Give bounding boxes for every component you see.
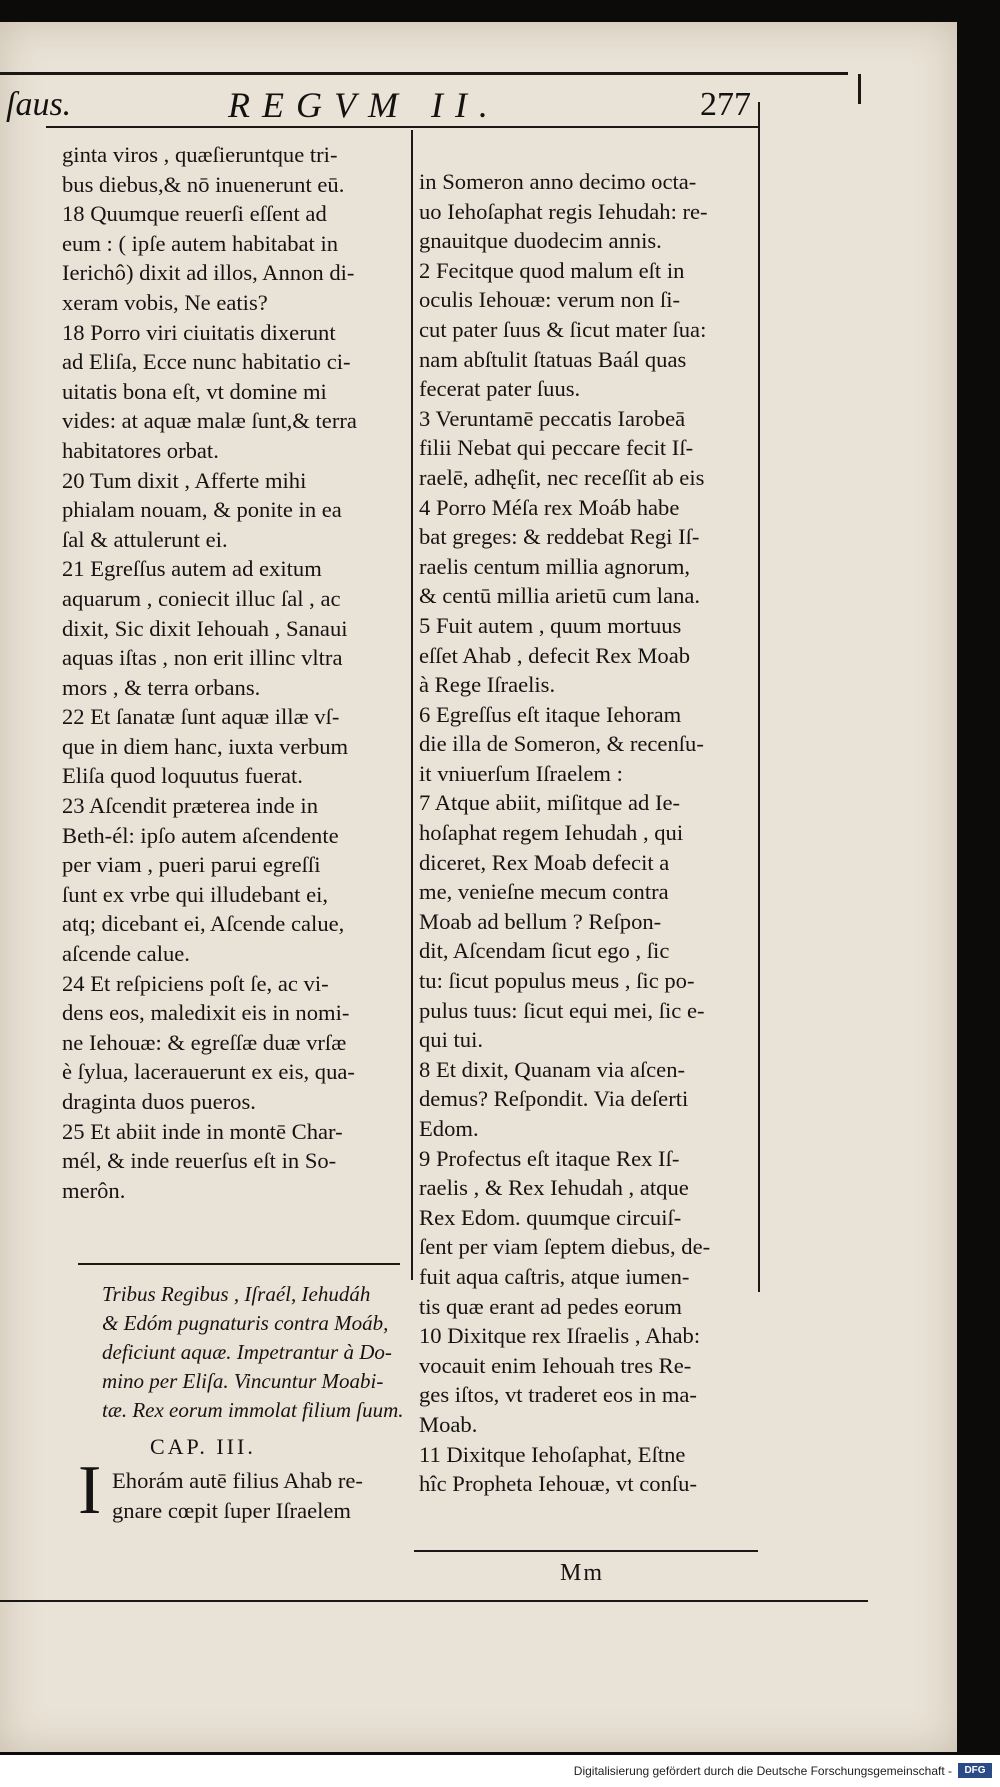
- text-line: qui tui.: [419, 1027, 484, 1053]
- text-line: raelē, adhęſit, nec receſſit ab eis: [419, 464, 705, 490]
- text-line: à Rege Iſraelis.: [419, 672, 556, 698]
- summary-line: tæ. Rex eorum immolat filium ſuum.: [102, 1398, 404, 1422]
- text-line: aquas iſtas , non erit illinc vltra: [62, 645, 343, 671]
- text-line: gnare cœpit ſuper Iſraelem: [112, 1497, 351, 1523]
- text-line: bat greges: & reddebat Regi Iſ-: [419, 524, 700, 550]
- text-line: cut pater ſuus & ſicut mater ſua:: [419, 316, 707, 342]
- text-line: demus? Reſpondit. Via deſerti: [419, 1086, 689, 1112]
- text-line: 10 Dixitque rex Iſraelis , Ahab:: [419, 1323, 701, 1349]
- text-line: merôn.: [62, 1177, 126, 1203]
- column-divider: [411, 130, 413, 1280]
- text-line: fuit aqua caſtris, atque iumen-: [419, 1263, 690, 1289]
- book-page: [0, 22, 957, 1752]
- text-line: dixit, Sic dixit Iehouah , Sanaui: [62, 615, 348, 641]
- summary-line: deficiunt aquæ. Impetrantur à Do-: [102, 1340, 392, 1364]
- text-line: per viam , pueri parui egreſſi: [62, 852, 321, 878]
- text-line: 18 Porro viri ciuitatis dixerunt: [62, 319, 336, 345]
- text-line: 20 Tum dixit , Afferte mihi: [62, 467, 307, 493]
- text-line: 21 Egreſſus autem ad exitum: [62, 556, 322, 582]
- text-line: atq; dicebant ei, Aſcende calue,: [62, 911, 345, 937]
- text-line: pulus tuus: ſicut equi mei, ſic e-: [419, 997, 705, 1023]
- text-line: gnauitque duodecim annis.: [419, 228, 662, 254]
- text-line: uo Iehoſaphat regis Iehudah: re-: [419, 198, 708, 224]
- text-line: hîc Propheta Iehouæ, vt conſu-: [419, 1471, 697, 1497]
- summary-line: Tribus Regibus , Iſraél, Iehudáh: [102, 1282, 371, 1306]
- text-line: mors , & terra orbans.: [62, 674, 261, 700]
- text-line: filii Nebat qui peccare fecit Iſ-: [419, 435, 694, 461]
- text-line: 5 Fuit autem , quum mortuus: [419, 612, 682, 638]
- summary-line: mino per Eliſa. Vincuntur Moabi-: [102, 1369, 384, 1393]
- text-line: diceret, Rex Moab defecit a: [419, 849, 670, 875]
- text-line: fecerat pater ſuus.: [419, 376, 581, 402]
- text-line: Beth-él: ipſo autem aſcendente: [62, 822, 339, 848]
- text-line: 3 Veruntamē peccatis Iarobeā: [419, 405, 686, 431]
- text-line: 2 Fecitque quod malum eſt in: [419, 257, 685, 283]
- text-line: bus diebus,& nō inuenerunt eū.: [62, 171, 345, 197]
- page-bottom-rule: [0, 1600, 868, 1602]
- running-title: REGVM II.: [228, 85, 500, 125]
- text-line: xeram vobis, Ne eatis?: [62, 289, 268, 315]
- right-margin-rule: [858, 74, 861, 104]
- text-line: oculis Iehouæ: verum non ſi-: [419, 287, 681, 313]
- text-line: 18 Quumque reuerſi eſſent ad: [62, 201, 327, 227]
- digitization-footer: [0, 1755, 1000, 1787]
- text-line: vides: at aquæ malæ ſunt,& terra: [62, 408, 357, 434]
- text-line: ginta viros , quæſieruntque tri-: [62, 142, 338, 167]
- text-line: vocauit enim Iehouah tres Re-: [419, 1352, 692, 1378]
- chapter-summary: [102, 1280, 407, 1425]
- text-line: Ehorám autē filius Ahab re-: [112, 1468, 363, 1493]
- drop-cap: I: [78, 1452, 102, 1529]
- text-line: eſſet Ahab , defecit Rex Moab: [419, 642, 691, 668]
- funding-note: Digitalisierung gefördert durch die Deutsche Forschungsgemeinschaft -: [573, 1764, 952, 1778]
- text-line: 7 Atque abiit, miſitque ad Ie-: [419, 790, 681, 816]
- text-line: 23 Aſcendit præterea inde in: [62, 793, 318, 819]
- text-line: ad Eliſa, Ecce nunc habitatio ci-: [62, 349, 351, 375]
- text-line: Moab.: [419, 1411, 478, 1437]
- chapter-opening: [112, 1466, 408, 1525]
- summary-rule: [78, 1263, 400, 1265]
- text-line: ges iſtos, vt traderet eos in ma-: [419, 1382, 697, 1408]
- text-line: draginta duos pueros.: [62, 1089, 256, 1114]
- text-line: Eliſa quod loquutus fuerat.: [62, 763, 303, 789]
- right-column: [419, 167, 754, 1499]
- text-line: ne Iehouæ: & egreſſæ duæ vrſæ: [62, 1029, 347, 1055]
- text-line: Ierichô) dixit ad illos, Annon di-: [62, 260, 355, 286]
- text-line: Rex Edom. quumque circuiſ-: [419, 1204, 682, 1230]
- chapter-heading: CAP. III.: [150, 1434, 256, 1459]
- text-line: raelis centum millia agnorum,: [419, 553, 691, 579]
- text-line: 9 Profectus eſt itaque Rex Iſ-: [419, 1145, 680, 1171]
- dfg-logo: DFG: [958, 1763, 992, 1778]
- text-line: 6 Egreſſus eſt itaque Iehoram: [419, 701, 682, 727]
- text-line: 22 Et ſanatæ ſunt aquæ illæ vſ-: [62, 704, 340, 730]
- text-line: uitatis bona eſt, vt domine mi: [62, 378, 327, 404]
- header-rule: [0, 72, 848, 75]
- text-line: die illa de Someron, & recenſu-: [419, 731, 704, 757]
- text-line: ſent per viam ſeptem diebus, de-: [419, 1234, 711, 1260]
- text-line: nam abſtulit ſtatuas Baál quas: [419, 346, 687, 372]
- text-line: Edom.: [419, 1116, 479, 1141]
- text-line: 8 Et dixit, Quanam via aſcen-: [419, 1056, 686, 1082]
- text-line: 11 Dixitque Iehoſaphat, Eſtne: [419, 1441, 686, 1467]
- text-line: 24 Et reſpiciens poſt ſe, ac vi-: [62, 970, 329, 996]
- text-line: raelis , & Rex Iehudah , atque: [419, 1175, 689, 1201]
- text-line: in Someron anno decimo octa-: [419, 169, 697, 194]
- text-line: it vniuerſum Iſraelem :: [419, 760, 623, 786]
- text-line: habitatores orbat.: [62, 437, 219, 463]
- text-line: tis quæ erant ad pedes eorum: [419, 1293, 682, 1319]
- text-line: tu: ſicut populus meus , ſic po-: [419, 968, 695, 994]
- text-line: 4 Porro Méſa rex Moáb habe: [419, 494, 680, 520]
- text-line: me, venieſne mecum contra: [419, 879, 669, 905]
- text-line: ſal & attulerunt ei.: [62, 526, 228, 552]
- text-line: hoſaphat regem Iehudah , qui: [419, 820, 684, 846]
- bottom-rule: [414, 1550, 758, 1552]
- left-column: [62, 140, 405, 1205]
- text-line: aſcende calue.: [62, 941, 190, 967]
- page-number: 277: [700, 86, 751, 123]
- text-line: 25 Et abiit inde in montē Char-: [62, 1118, 343, 1144]
- top-rule: [46, 126, 760, 128]
- summary-line: & Edóm pugnaturis contra Moáb,: [102, 1311, 389, 1335]
- signature-mark: Mm: [560, 1560, 605, 1586]
- header-left-fragment: ſaus.: [6, 86, 72, 123]
- text-line: eum : ( ipſe autem habitabat in: [62, 230, 339, 256]
- text-line: è ſylua, lacerauerunt ex eis, qua-: [62, 1059, 355, 1085]
- text-line: dens eos, maledixit eis in nomi-: [62, 1000, 350, 1026]
- text-line: aquarum , coniecit illuc ſal , ac: [62, 585, 341, 611]
- text-line: mél, & inde reuerſus eſt in So-: [62, 1148, 337, 1174]
- text-line: que in diem hanc, iuxta verbum: [62, 733, 349, 759]
- text-line: phialam nouam, & ponite in ea: [62, 497, 342, 523]
- text-line: dit, Aſcendam ſicut ego , ſic: [419, 938, 670, 964]
- right-column-rule: [758, 102, 760, 1292]
- text-line: & centū millia arietū cum lana.: [419, 583, 701, 609]
- text-line: ſunt ex vrbe qui illudebant ei,: [62, 881, 329, 907]
- text-line: Moab ad bellum ? Reſpon-: [419, 908, 662, 934]
